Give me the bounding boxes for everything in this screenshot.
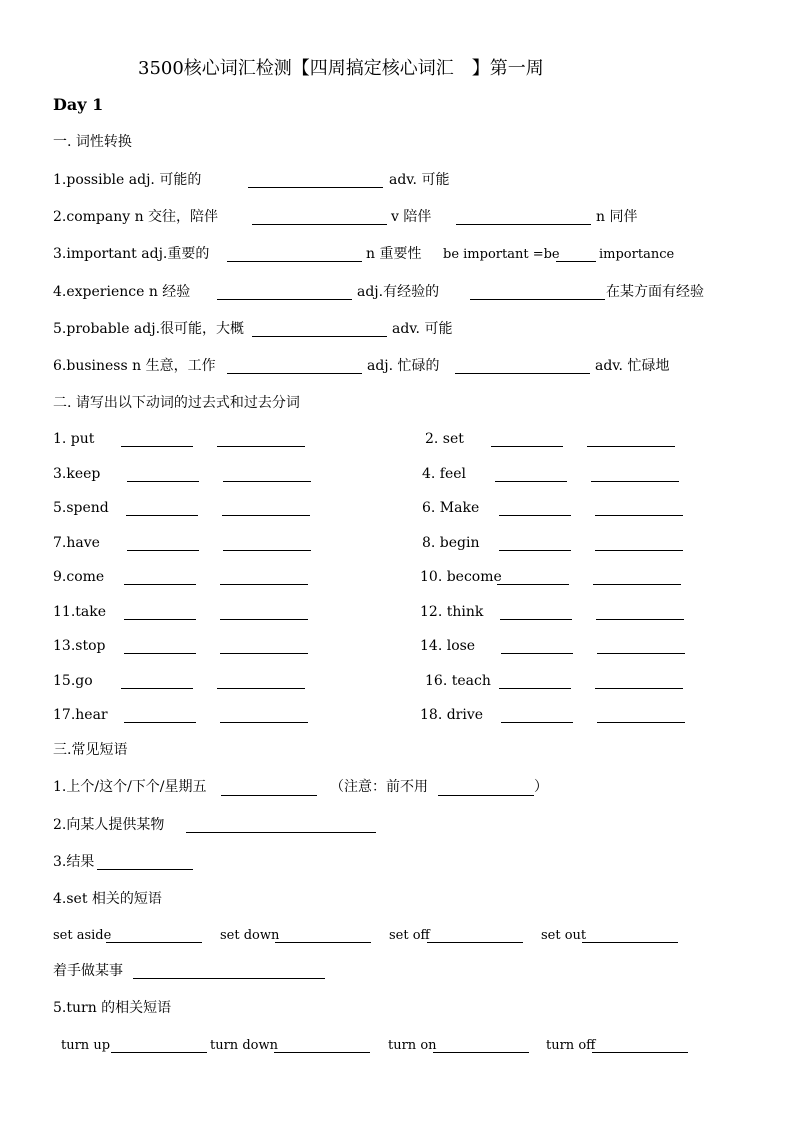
verb-item: 1. put (53, 431, 95, 447)
s1-row2-label3: n 同伴 (596, 209, 638, 225)
turn-phrase-blank[interactable] (274, 1052, 370, 1053)
verb-past-blank[interactable] (124, 653, 196, 654)
verb-pp-blank[interactable] (217, 446, 305, 447)
verb-pp-blank[interactable] (587, 446, 675, 447)
verb-past-blank[interactable] (499, 688, 571, 689)
s1-row2-blank2[interactable] (456, 224, 591, 225)
phrase-3-text: 3.结果 (53, 854, 95, 870)
phrase-5-text: 5.turn 的相关短语 (53, 1000, 172, 1016)
verb-past-blank[interactable] (501, 722, 573, 723)
verb-pp-blank[interactable] (220, 584, 308, 585)
verb-item: 7.have (53, 535, 100, 551)
s1-row3-label4: importance (599, 247, 675, 262)
verb-pp-blank[interactable] (220, 722, 308, 723)
turn-phrase: turn off (546, 1038, 596, 1053)
set-phrase-blank[interactable] (427, 942, 523, 943)
turn-phrase-blank[interactable] (592, 1052, 688, 1053)
phrase-2-blank[interactable] (186, 832, 376, 833)
verb-item: 10. become (420, 569, 502, 585)
s1-row3-label2: n 重要性 (366, 246, 422, 262)
section-1-heading: 一. 词性转换 (53, 134, 132, 150)
s1-row6-label2: adj. 忙碌的 (367, 358, 440, 374)
verb-item: 13.stop (53, 638, 106, 654)
verb-past-blank[interactable] (499, 550, 571, 551)
s1-row4-word: 4.experience n 经验 (53, 284, 191, 300)
verb-item: 14. lose (420, 638, 476, 654)
turn-phrase: turn up (61, 1038, 111, 1053)
verb-past-blank[interactable] (127, 550, 199, 551)
verb-past-blank[interactable] (501, 653, 573, 654)
verb-item: 15.go (53, 673, 93, 689)
verb-past-blank[interactable] (491, 446, 563, 447)
verb-item: 12. think (420, 604, 484, 620)
s1-row2-word: 2.company n 交往，陪伴 (53, 209, 219, 225)
phrase-4-text: 4.set 相关的短语 (53, 891, 162, 907)
verb-item: 6. Make (422, 500, 480, 516)
turn-phrase-blank[interactable] (111, 1052, 207, 1053)
set-phrase-blank[interactable] (582, 942, 678, 943)
phrase-1-close: ） (534, 779, 548, 795)
verb-past-blank[interactable] (121, 688, 193, 689)
s1-row3-blank2[interactable] (556, 261, 596, 262)
verb-pp-blank[interactable] (595, 515, 683, 516)
verb-pp-blank[interactable] (217, 688, 305, 689)
s1-row5-word: 5.probable adj.很可能，大概 (53, 321, 245, 337)
verb-past-blank[interactable] (127, 481, 199, 482)
s1-row3-label3: be important =be (443, 247, 560, 262)
verb-pp-blank[interactable] (595, 550, 683, 551)
set-phrase: set aside (53, 928, 112, 943)
s1-row3-blank1[interactable] (227, 261, 362, 262)
section-3-heading: 三.常见短语 (53, 742, 128, 758)
verb-pp-blank[interactable] (597, 722, 685, 723)
set-phrase: set off (389, 928, 430, 943)
verb-item: 16. teach (425, 673, 491, 689)
s1-row6-blank2[interactable] (455, 373, 590, 374)
verb-pp-blank[interactable] (597, 653, 685, 654)
verb-past-blank[interactable] (121, 446, 193, 447)
s1-row4-blank1[interactable] (217, 299, 352, 300)
day-heading: Day 1 (53, 95, 104, 114)
phrase-1-text: 1.上个/这个/下个/星期五 (53, 779, 207, 795)
set-phrase: set down (220, 928, 280, 943)
verb-item: 5.spend (53, 500, 109, 516)
s1-row1-label2: adv. 可能 (389, 172, 450, 188)
verb-item: 4. feel (422, 466, 467, 482)
phrase-1-note: （注意：前不用 (330, 779, 428, 795)
set-phrase: set out (541, 928, 587, 943)
verb-item: 3.keep (53, 466, 101, 482)
verb-past-blank[interactable] (497, 584, 569, 585)
verb-past-blank[interactable] (124, 619, 196, 620)
verb-item: 8. begin (422, 535, 480, 551)
zhuoshou-text: 着手做某事 (53, 963, 123, 979)
verb-pp-blank[interactable] (220, 619, 308, 620)
verb-pp-blank[interactable] (595, 688, 683, 689)
set-phrase-blank[interactable] (106, 942, 202, 943)
zhuoshou-blank[interactable] (133, 978, 325, 979)
s1-row1-word: 1.possible adj. 可能的 (53, 172, 202, 188)
s1-row6-label3: adv. 忙碌地 (595, 358, 670, 374)
s1-row1-blank1[interactable] (248, 187, 383, 188)
phrase-1-blank[interactable] (221, 795, 317, 796)
verb-item: 9.come (53, 569, 105, 585)
verb-pp-blank[interactable] (593, 584, 681, 585)
turn-phrase: turn down (210, 1038, 278, 1053)
phrase-3-blank[interactable] (97, 869, 193, 870)
verb-pp-blank[interactable] (596, 619, 684, 620)
s1-row2-blank1[interactable] (252, 224, 387, 225)
verb-item: 11.take (53, 604, 107, 620)
verb-past-blank[interactable] (500, 619, 572, 620)
s1-row5-blank1[interactable] (252, 336, 387, 337)
s1-row2-label2: v 陪伴 (391, 209, 432, 225)
verb-pp-blank[interactable] (223, 550, 311, 551)
s1-row4-blank2[interactable] (470, 299, 605, 300)
verb-item: 17.hear (53, 707, 108, 723)
verb-pp-blank[interactable] (220, 653, 308, 654)
verb-pp-blank[interactable] (222, 515, 310, 516)
phrase-1-note-blank[interactable] (438, 795, 534, 796)
s1-row3-word: 3.important adj.重要的 (53, 246, 210, 262)
verb-past-blank[interactable] (126, 515, 198, 516)
verb-past-blank[interactable] (124, 584, 196, 585)
verb-pp-blank[interactable] (223, 481, 311, 482)
verb-item: 18. drive (420, 707, 484, 723)
verb-past-blank[interactable] (124, 722, 196, 723)
turn-phrase: turn on (388, 1038, 437, 1053)
verb-past-blank[interactable] (499, 515, 571, 516)
section-2-heading: 二. 请写出以下动词的过去式和过去分词 (53, 395, 300, 411)
s1-row4-label3: 在某方面有经验 (606, 284, 704, 300)
turn-phrase-blank[interactable] (433, 1052, 529, 1053)
phrase-2-text: 2.向某人提供某物 (53, 817, 165, 833)
verb-pp-blank[interactable] (591, 481, 679, 482)
s1-row6-word: 6.business n 生意，工作 (53, 358, 216, 374)
page-title: 3500核心词汇检测【四周搞定核心词汇 】第一周 (138, 58, 544, 79)
s1-row5-label2: adv. 可能 (392, 321, 453, 337)
set-phrase-blank[interactable] (275, 942, 371, 943)
s1-row6-blank1[interactable] (227, 373, 362, 374)
verb-item: 2. set (425, 431, 464, 447)
verb-past-blank[interactable] (495, 481, 567, 482)
s1-row4-label2: adj.有经验的 (357, 284, 440, 300)
